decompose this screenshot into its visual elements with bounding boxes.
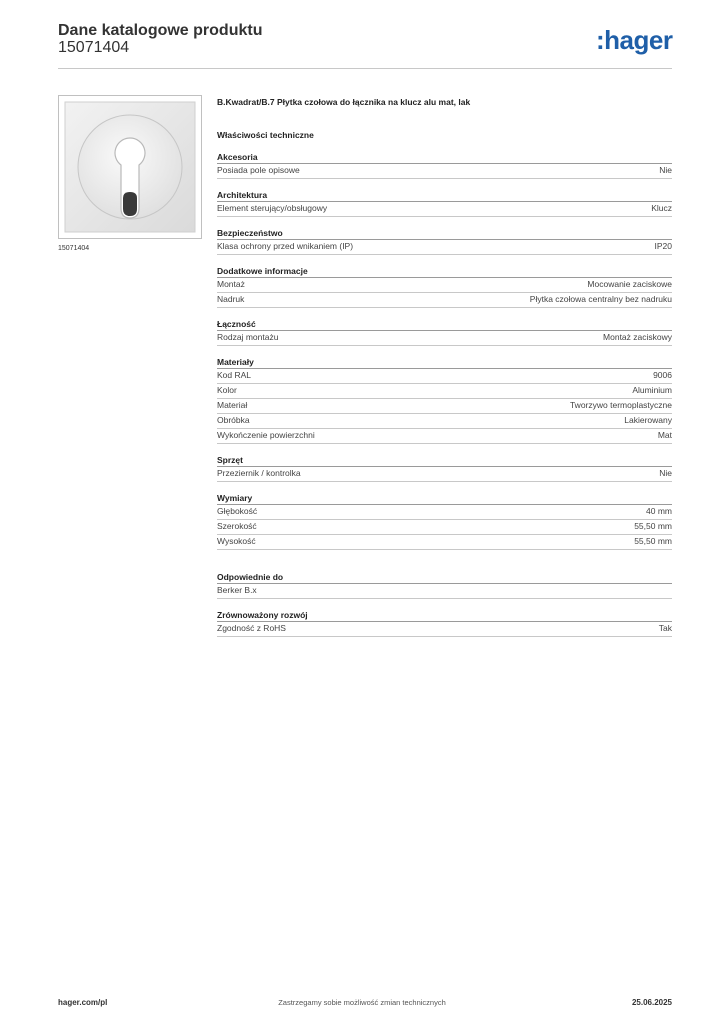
spec-label: Obróbka xyxy=(217,415,250,425)
section-title: Architektura xyxy=(217,190,672,202)
spec-section xyxy=(217,266,672,308)
footer-website: hager.com/pl xyxy=(58,998,108,1007)
document-title: Dane katalogowe produktu xyxy=(58,22,263,39)
spec-value: Mocowanie zaciskowe xyxy=(587,279,672,289)
product-code: 15071404 xyxy=(58,39,130,56)
spec-section xyxy=(217,455,672,482)
spec-section xyxy=(217,610,672,637)
spec-section xyxy=(217,228,672,255)
spec-row xyxy=(217,293,672,308)
spec-value: 55,50 mm xyxy=(634,536,672,546)
spec-row xyxy=(217,505,672,520)
spec-section xyxy=(217,152,672,179)
technical-properties-heading: Właściwości techniczne xyxy=(217,130,314,140)
spec-value: Nie xyxy=(659,468,672,478)
spec-value: Nie xyxy=(659,165,672,175)
spec-label: Element sterujący/obsługowy xyxy=(217,203,328,213)
spec-value: Tak xyxy=(658,623,672,633)
spec-row xyxy=(217,399,672,414)
hager-logo: :hager xyxy=(596,25,673,55)
footer-date: 25.06.2025 xyxy=(631,998,672,1007)
spec-label: Materiał xyxy=(217,400,248,410)
spec-section xyxy=(217,572,672,599)
spec-label: Szerokość xyxy=(217,521,257,531)
spec-value: Lakierowany xyxy=(624,415,672,425)
section-title: Łączność xyxy=(217,319,672,331)
spec-row xyxy=(217,164,672,179)
spec-section xyxy=(217,190,672,217)
spec-row xyxy=(217,429,672,444)
spec-section xyxy=(217,357,672,444)
spec-value: Klucz xyxy=(651,203,672,213)
header-divider xyxy=(58,68,672,69)
spec-value: Płytka czołowa centralny bez nadruku xyxy=(529,294,672,304)
spec-label: Zgodność z RoHS xyxy=(217,623,286,633)
section-title: Akcesoria xyxy=(217,152,672,164)
spec-label: Kolor xyxy=(217,385,237,395)
spec-label: Nadruk xyxy=(217,294,245,304)
spec-label: Głębokość xyxy=(217,506,258,516)
spec-value: Aluminium xyxy=(632,385,672,395)
spec-value: Tworzywo termoplastyczne xyxy=(569,400,672,410)
key-switch-plate-illustration xyxy=(59,96,201,238)
section-title: Wymiary xyxy=(217,493,672,505)
spec-row xyxy=(217,369,672,384)
spec-row xyxy=(217,278,672,293)
section-title: Odpowiednie do xyxy=(217,572,672,584)
spec-label: Montaż xyxy=(217,279,245,289)
spec-label: Wykończenie powierzchni xyxy=(217,430,315,440)
spec-label: Kod RAL xyxy=(217,370,252,380)
spec-section xyxy=(217,319,672,346)
spec-value: IP20 xyxy=(654,241,672,251)
section-title: Sprzęt xyxy=(217,455,672,467)
section-title: Dodatkowe informacje xyxy=(217,266,672,278)
product-title: B.Kwadrat/B.7 Płytka czołowa do łącznika na klucz alu mat, lak xyxy=(217,97,471,107)
section-title: Bezpieczeństwo xyxy=(217,228,672,240)
spec-value: 40 mm xyxy=(646,506,672,516)
spec-value: 55,50 mm xyxy=(634,521,672,531)
spec-section xyxy=(217,493,672,550)
spec-value: 9006 xyxy=(653,370,672,380)
spec-label: Berker B.x xyxy=(217,585,257,595)
spec-row xyxy=(217,584,672,599)
spec-row xyxy=(217,384,672,399)
spec-label: Przeziernik / kontrolka xyxy=(217,468,301,478)
section-title: Materiały xyxy=(217,357,672,369)
specifications xyxy=(217,97,672,637)
product-image xyxy=(58,95,202,239)
spec-row xyxy=(217,331,672,346)
spec-row xyxy=(217,520,672,535)
spec-sections xyxy=(217,152,672,637)
spec-label: Wysokość xyxy=(217,536,256,546)
image-caption: 15071404 xyxy=(58,245,90,252)
spec-row xyxy=(217,414,672,429)
spec-value: Montaż zaciskowy xyxy=(603,332,672,342)
spec-value: Mat xyxy=(657,430,672,440)
spec-row xyxy=(217,622,672,637)
spec-row xyxy=(217,535,672,550)
spec-label: Klasa ochrony przed wnikaniem (IP) xyxy=(217,241,354,251)
spec-row xyxy=(217,202,672,217)
spec-label: Rodzaj montażu xyxy=(217,332,279,342)
spec-row xyxy=(217,240,672,255)
section-title: Zrównoważony rozwój xyxy=(217,610,672,622)
spec-label: Posiada pole opisowe xyxy=(217,165,300,175)
footer-disclaimer: Zastrzegamy sobie możliwość zmian technicznych xyxy=(278,998,446,1007)
spec-row xyxy=(217,467,672,482)
